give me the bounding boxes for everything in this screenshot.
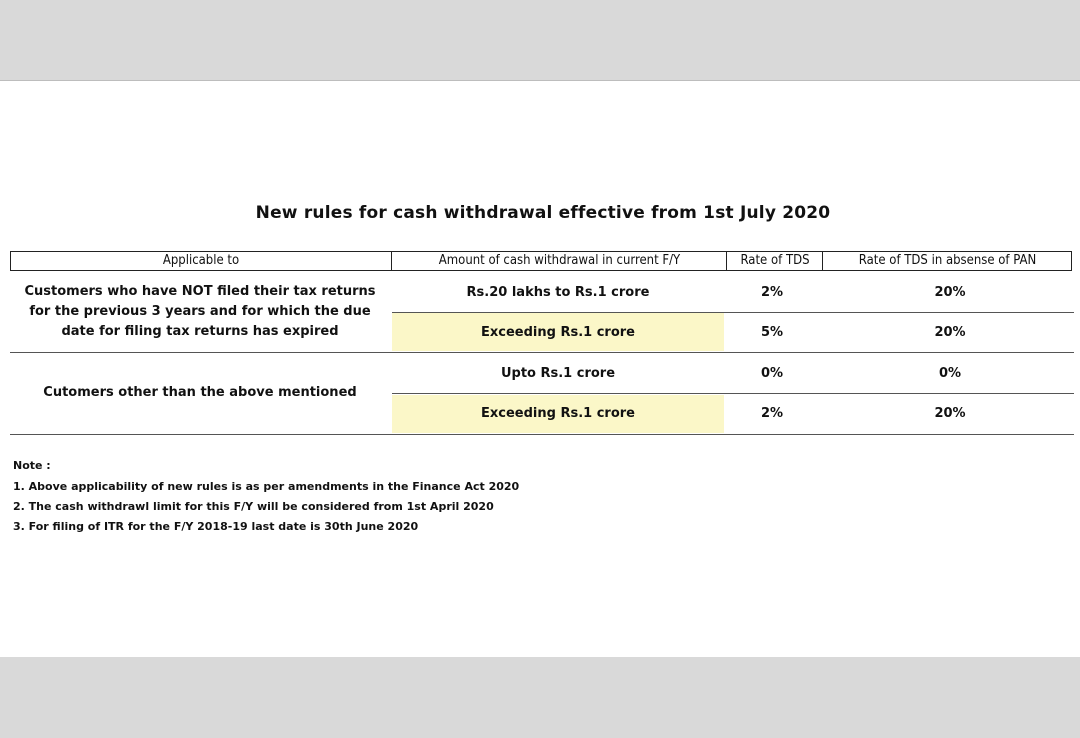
amount-cell: Upto Rs.1 crore xyxy=(500,366,616,381)
table-bottom-border xyxy=(10,434,1074,435)
rate-no-pan-cell: 20% xyxy=(934,325,966,340)
applicable-line: for the previous 3 years and for which the due xyxy=(29,304,371,319)
note-item: 1. Above applicability of new rules is as per amendments in the Finance Act 2020 xyxy=(13,480,520,493)
table-header xyxy=(10,251,1072,271)
amount-cell: Rs.20 lakhs to Rs.1 crore xyxy=(466,285,650,300)
note-heading: Note : xyxy=(13,459,51,472)
rate-no-pan-cell: 0% xyxy=(938,366,962,381)
rate-cell: 2% xyxy=(760,285,784,300)
note-item: 3. For filing of ITR for the F/Y 2018-19 last date is 30th June 2020 xyxy=(13,520,419,533)
top-gray-band xyxy=(0,0,1080,81)
group-divider xyxy=(10,352,1074,353)
applicable-line: Customers who have NOT filed their tax returns xyxy=(24,284,376,299)
applicable-group-1 xyxy=(10,282,390,342)
header-applicable: Applicable to xyxy=(162,253,240,268)
applicable-line: date for filing tax returns has expired xyxy=(61,324,339,339)
header-rate: Rate of TDS xyxy=(726,252,823,270)
applicable-group-2: Cutomers other than the above mentioned xyxy=(43,385,357,400)
rate-cell: 0% xyxy=(760,366,784,381)
note-item: 2. The cash withdrawl limit for this F/Y will be considered from 1st April 2020 xyxy=(13,500,494,513)
document-title: New rules for cash withdrawal effective from 1st July 2020 xyxy=(255,203,831,223)
rate-no-pan-cell: 20% xyxy=(934,406,966,421)
row-divider xyxy=(392,393,1074,394)
header-amount: Amount of cash withdrawal in current F/Y xyxy=(391,252,727,270)
rate-no-pan-cell: 20% xyxy=(934,285,966,300)
bottom-gray-band xyxy=(0,657,1080,738)
rate-cell: 5% xyxy=(760,325,784,340)
amount-cell: Exceeding Rs.1 crore xyxy=(481,325,635,340)
header-rate-no-pan: Rate of TDS in absense of PAN xyxy=(822,252,1072,270)
rate-cell: 2% xyxy=(760,406,784,421)
amount-cell: Exceeding Rs.1 crore xyxy=(481,406,635,421)
row-divider xyxy=(392,312,1074,313)
